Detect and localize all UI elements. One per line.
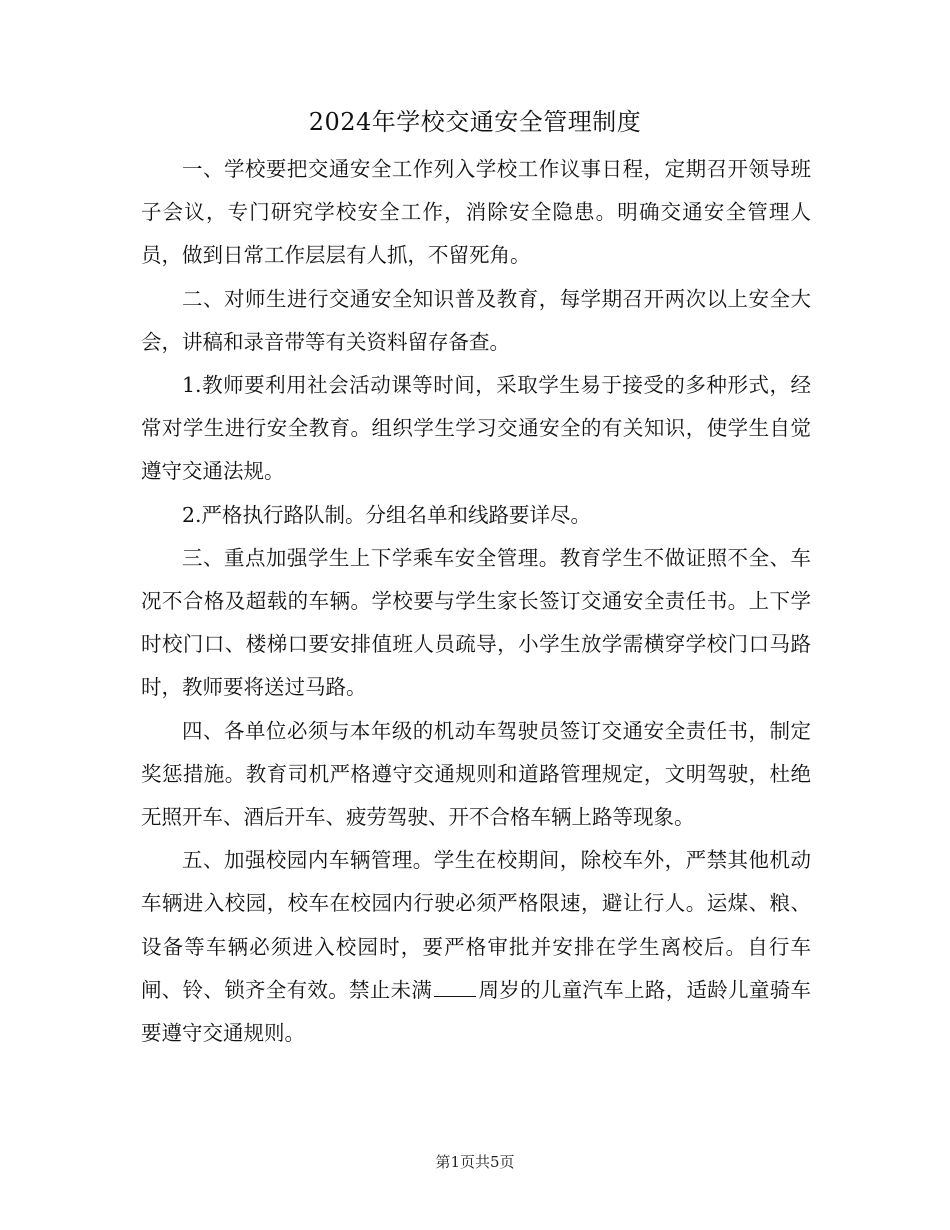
document-title: 2024年学校交通安全管理制度 [308, 108, 642, 136]
paragraph-2: 二、对师生进行交通安全知识普及教育，每学期召开两次以上安全大会，讲稿和录音带等有关资料留存备查。 [141, 286, 811, 354]
paragraph-1: 一、学校要把交通安全工作列入学校工作议事日程，定期召开领导班子会议，专门研究学校安全工作，消除安全隐患。明确交通安全管理人员，做到日常工作层层有人抓，不留死角。 [141, 157, 811, 268]
paragraph-5-text-after-blank: 周岁的儿童汽车上路，适龄儿童骑车要遵守交通规则。 [141, 977, 812, 1046]
paragraph-3: 三、重点加强学生上下学乘车安全管理。教育学生不做证照不全、车况不合格及超载的车辆。学校要与学生家长签订交通安全责任书。上下学时校门口、楼梯口要安排值班人员疏导，小学生放学需横穿学校门口马路时，教师要将送过马路。 [141, 545, 811, 700]
paragraph-5 [141, 839, 811, 1055]
paragraph-5-text-before-blank: 五、加强校园内车辆管理。学生在校期间，除校车外，严禁其他机动车辆进入校园，校车在校园内行驶必须严格限速，避让行人。运煤、粮、设备等车辆必须进入校园时，要严格审批并安排在学生离校后。自行车闸、铃、锁齐全有效。禁止未满 [141, 848, 811, 1002]
page-number-footer: 第1页共5页 [435, 1153, 515, 1171]
paragraph-4: 四、各单位必须与本年级的机动车驾驶员签订交通安全责任书，制定奖惩措施。教育司机严格遵守交通规则和道路管理规定，文明驾驶，杜绝无照开车、酒后开车、疲劳驾驶、开不合格车辆上路等现象。 [141, 718, 811, 830]
document-body [141, 148, 811, 1055]
paragraph-2-item-1: 1.教师要利用社会活动课等时间，采取学生易于接受的多种形式，经常对学生进行安全教育。组织学生学习交通安全的有关知识，使学生自觉遵守交通法规。 [141, 373, 811, 484]
fill-in-blank-line [434, 995, 476, 997]
paragraph-2-item-2: 2.严格执行路队制。分组名单和线路要详尽。 [182, 502, 592, 527]
